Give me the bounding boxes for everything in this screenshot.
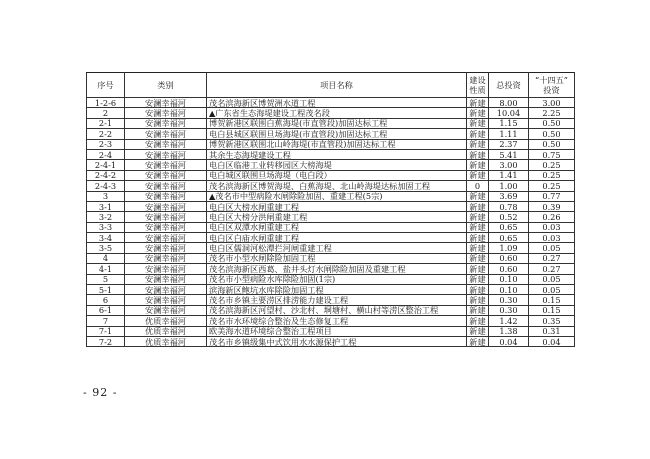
cell-total-investment: 0.30 bbox=[489, 305, 529, 315]
cell-category: 安澜幸福河 bbox=[125, 118, 207, 128]
cell-category: 安澜幸福河 bbox=[125, 222, 207, 232]
cell-total-investment: 0.04 bbox=[489, 336, 529, 346]
cell-total-investment: 0.10 bbox=[489, 274, 529, 284]
header-fyp-investment-line1: “十四五” bbox=[535, 75, 568, 85]
table-row bbox=[87, 326, 575, 336]
cell-number: 3-1 bbox=[87, 201, 125, 211]
cell-total-investment: 0.60 bbox=[489, 253, 529, 263]
cell-category: 安澜幸福河 bbox=[125, 243, 207, 253]
cell-total-investment: 0.65 bbox=[489, 222, 529, 232]
cell-fyp-investment: 0.04 bbox=[529, 336, 575, 346]
cell-fyp-investment: 3.00 bbox=[529, 98, 575, 108]
cell-number: 2-4-2 bbox=[87, 170, 125, 180]
header-fyp-investment bbox=[529, 73, 575, 98]
table-row bbox=[87, 212, 575, 222]
cell-total-investment: 3.69 bbox=[489, 191, 529, 201]
table-row bbox=[87, 139, 575, 149]
cell-fyp-investment: 0.50 bbox=[529, 139, 575, 149]
cell-category: 安澜幸福河 bbox=[125, 98, 207, 108]
cell-category: 安澜幸福河 bbox=[125, 295, 207, 305]
cell-project-name: 茂名滨海新区西葛、盐井头灯水闸除险加固及重建工程 bbox=[207, 264, 467, 274]
cell-total-investment: 1.38 bbox=[489, 326, 529, 336]
cell-category: 优质幸福河 bbox=[125, 316, 207, 326]
cell-number: 7-2 bbox=[87, 336, 125, 346]
header-fyp-investment-line2: 投资 bbox=[543, 85, 560, 95]
cell-construction-nature: 新建 bbox=[467, 285, 489, 295]
cell-number: 3-4 bbox=[87, 233, 125, 243]
cell-fyp-investment: 2.25 bbox=[529, 108, 575, 118]
cell-number: 2-4-3 bbox=[87, 181, 125, 191]
cell-category: 安澜幸福河 bbox=[125, 305, 207, 315]
cell-project-name: 茂名市水环境综合整治及生态修复工程 bbox=[207, 316, 467, 326]
cell-construction-nature: 新建 bbox=[467, 295, 489, 305]
cell-construction-nature: 0 bbox=[467, 181, 489, 191]
cell-construction-nature: 新建 bbox=[467, 233, 489, 243]
table-row bbox=[87, 118, 575, 128]
cell-category: 安澜幸福河 bbox=[125, 149, 207, 159]
header-construction-nature-line2: 性质 bbox=[469, 85, 486, 95]
cell-number: 3-2 bbox=[87, 212, 125, 222]
cell-project-name: ▲茂名市中型病险水闸除险加固、重建工程(5宗) bbox=[207, 191, 467, 201]
cell-fyp-investment: 0.35 bbox=[529, 316, 575, 326]
cell-construction-nature: 新建 bbox=[467, 191, 489, 201]
cell-project-name: 欧美海水道环境综合整治工程项目 bbox=[207, 326, 467, 336]
cell-number: 2-2 bbox=[87, 129, 125, 139]
table-row bbox=[87, 243, 575, 253]
cell-total-investment: 10.04 bbox=[489, 108, 529, 118]
cell-number: 5 bbox=[87, 274, 125, 284]
cell-number: 4 bbox=[87, 253, 125, 263]
cell-fyp-investment: 0.25 bbox=[529, 160, 575, 170]
cell-fyp-investment: 0.26 bbox=[529, 212, 575, 222]
cell-category: 优质幸福河 bbox=[125, 326, 207, 336]
cell-fyp-investment: 0.03 bbox=[529, 222, 575, 232]
cell-number: 7 bbox=[87, 316, 125, 326]
cell-total-investment: 0.60 bbox=[489, 264, 529, 274]
cell-project-name: 其余生态海堤建设工程 bbox=[207, 149, 467, 159]
cell-total-investment: 8.00 bbox=[489, 98, 529, 108]
cell-total-investment: 1.41 bbox=[489, 170, 529, 180]
cell-project-name: 博贺新港区联围北山岭海堤(市直管段)加固达标工程 bbox=[207, 139, 467, 149]
cell-category: 安澜幸福河 bbox=[125, 170, 207, 180]
cell-construction-nature: 新建 bbox=[467, 170, 489, 180]
cell-project-name: 电白区白庙水闸重建工程 bbox=[207, 233, 467, 243]
cell-number: 3 bbox=[87, 191, 125, 201]
cell-total-investment: 0.10 bbox=[489, 285, 529, 295]
cell-construction-nature: 新建 bbox=[467, 139, 489, 149]
cell-total-investment: 0.30 bbox=[489, 295, 529, 305]
cell-category: 安澜幸福河 bbox=[125, 191, 207, 201]
header-project-name: 项目名称 bbox=[207, 73, 467, 98]
table-row bbox=[87, 336, 575, 346]
cell-fyp-investment: 0.39 bbox=[529, 201, 575, 211]
cell-project-name: 电白区临港工业转移园区大榜海堤 bbox=[207, 160, 467, 170]
cell-project-name: 电白县城区联围旦场海堤(市直管段)加固达标工程 bbox=[207, 129, 467, 139]
cell-construction-nature: 新建 bbox=[467, 118, 489, 128]
cell-number: 2-3 bbox=[87, 139, 125, 149]
cell-number: 6-1 bbox=[87, 305, 125, 315]
cell-fyp-investment: 0.05 bbox=[529, 243, 575, 253]
cell-total-investment: 0.78 bbox=[489, 201, 529, 211]
cell-project-name: 博贺新港区联围白蕉海堤(市直管段)加固达标工程 bbox=[207, 118, 467, 128]
cell-fyp-investment: 0.25 bbox=[529, 181, 575, 191]
table-row bbox=[87, 181, 575, 191]
cell-category: 安澜幸福河 bbox=[125, 264, 207, 274]
cell-fyp-investment: 0.15 bbox=[529, 295, 575, 305]
cell-project-name: 电白区大榜水闸重建工程 bbox=[207, 201, 467, 211]
cell-total-investment: 1.09 bbox=[489, 243, 529, 253]
cell-fyp-investment: 0.05 bbox=[529, 274, 575, 284]
cell-project-name: 茂名市小型病险水库除险加固(1宗) bbox=[207, 274, 467, 284]
cell-fyp-investment: 0.77 bbox=[529, 191, 575, 201]
table-row bbox=[87, 98, 575, 108]
cell-project-name: ▲广东省生态海堤建设工程茂名段 bbox=[207, 108, 467, 118]
cell-category: 安澜幸福河 bbox=[125, 253, 207, 263]
table-row bbox=[87, 316, 575, 326]
cell-category: 安澜幸福河 bbox=[125, 201, 207, 211]
cell-fyp-investment: 0.50 bbox=[529, 118, 575, 128]
cell-fyp-investment: 0.25 bbox=[529, 170, 575, 180]
cell-construction-nature: 新建 bbox=[467, 305, 489, 315]
cell-category: 优质幸福河 bbox=[125, 336, 207, 346]
cell-category: 安澜幸福河 bbox=[125, 129, 207, 139]
cell-number: 2-4-1 bbox=[87, 160, 125, 170]
cell-total-investment: 1.42 bbox=[489, 316, 529, 326]
cell-construction-nature: 新建 bbox=[467, 201, 489, 211]
table-row bbox=[87, 108, 575, 118]
cell-number: 6 bbox=[87, 295, 125, 305]
table-body bbox=[87, 98, 575, 347]
cell-construction-nature: 新建 bbox=[467, 243, 489, 253]
table-row bbox=[87, 253, 575, 263]
header-total-investment: 总投资 bbox=[489, 73, 529, 98]
cell-project-name: 电白区儒洞河松潭拦河闸重建工程 bbox=[207, 243, 467, 253]
cell-project-name: 电白区双潭水闸重建工程 bbox=[207, 222, 467, 232]
cell-construction-nature: 新建 bbox=[467, 253, 489, 263]
table-row bbox=[87, 149, 575, 159]
cell-construction-nature: 新建 bbox=[467, 222, 489, 232]
cell-construction-nature: 新建 bbox=[467, 129, 489, 139]
cell-category: 安澜幸福河 bbox=[125, 285, 207, 295]
cell-project-name: 茂名市乡镇级集中式饮用水水源保护工程 bbox=[207, 336, 467, 346]
cell-fyp-investment: 0.03 bbox=[529, 233, 575, 243]
table-row bbox=[87, 233, 575, 243]
cell-category: 安澜幸福河 bbox=[125, 212, 207, 222]
cell-construction-nature: 新建 bbox=[467, 149, 489, 159]
cell-category: 安澜幸福河 bbox=[125, 233, 207, 243]
cell-number: 5-1 bbox=[87, 285, 125, 295]
cell-construction-nature: 新建 bbox=[467, 264, 489, 274]
cell-number: 2-4 bbox=[87, 149, 125, 159]
cell-category: 安澜幸福河 bbox=[125, 108, 207, 118]
table-row bbox=[87, 274, 575, 284]
cell-construction-nature: 新建 bbox=[467, 108, 489, 118]
cell-construction-nature: 新建 bbox=[467, 98, 489, 108]
table-row bbox=[87, 160, 575, 170]
cell-construction-nature: 新建 bbox=[467, 274, 489, 284]
table-row bbox=[87, 222, 575, 232]
cell-construction-nature: 新建 bbox=[467, 336, 489, 346]
cell-construction-nature: 新建 bbox=[467, 160, 489, 170]
header-construction-nature bbox=[467, 73, 489, 98]
cell-construction-nature: 新建 bbox=[467, 212, 489, 222]
cell-number: 3-5 bbox=[87, 243, 125, 253]
cell-project-name: 茂名市乡镇主要涝区排涝能力建设工程 bbox=[207, 295, 467, 305]
cell-total-investment: 1.15 bbox=[489, 118, 529, 128]
project-table bbox=[86, 72, 575, 347]
cell-category: 安澜幸福河 bbox=[125, 274, 207, 284]
table-row bbox=[87, 285, 575, 295]
cell-project-name: 茂名滨海新区博贺洲水道工程 bbox=[207, 98, 467, 108]
cell-project-name: 电白城区联围旦场海堤（电白段） bbox=[207, 170, 467, 180]
cell-number: 4-1 bbox=[87, 264, 125, 274]
cell-category: 安澜幸福河 bbox=[125, 181, 207, 191]
cell-project-name: 茂名滨海新区博贺海堤、白蕉海堤、北山岭海堤达标加固工程 bbox=[207, 181, 467, 191]
cell-number: 1-2-6 bbox=[87, 98, 125, 108]
cell-fyp-investment: 0.31 bbox=[529, 326, 575, 336]
table-row bbox=[87, 295, 575, 305]
cell-category: 安澜幸福河 bbox=[125, 160, 207, 170]
header-number: 序号 bbox=[87, 73, 125, 98]
table-row bbox=[87, 170, 575, 180]
cell-total-investment: 1.11 bbox=[489, 129, 529, 139]
table-header bbox=[87, 73, 575, 98]
cell-project-name: 茂名滨海新区河望村、沙北村、垌塘村、横山村等涝区整治工程 bbox=[207, 305, 467, 315]
cell-project-name: 滨海新区鲍坑水库除险加固工程 bbox=[207, 285, 467, 295]
header-construction-nature-line1: 建设 bbox=[469, 75, 486, 85]
table-row bbox=[87, 191, 575, 201]
cell-category: 安澜幸福河 bbox=[125, 139, 207, 149]
cell-construction-nature: 新建 bbox=[467, 316, 489, 326]
table-row bbox=[87, 305, 575, 315]
cell-fyp-investment: 0.50 bbox=[529, 129, 575, 139]
cell-total-investment: 0.65 bbox=[489, 233, 529, 243]
cell-total-investment: 3.00 bbox=[489, 160, 529, 170]
table-row bbox=[87, 129, 575, 139]
cell-project-name: 茂名市小型水闸除险加固工程 bbox=[207, 253, 467, 263]
page-number: - 92 - bbox=[83, 386, 118, 399]
cell-number: 3-3 bbox=[87, 222, 125, 232]
cell-construction-nature: 新建 bbox=[467, 326, 489, 336]
cell-fyp-investment: 0.27 bbox=[529, 253, 575, 263]
cell-number: 2-1 bbox=[87, 118, 125, 128]
cell-number: 2 bbox=[87, 108, 125, 118]
table-row bbox=[87, 201, 575, 211]
cell-total-investment: 5.41 bbox=[489, 149, 529, 159]
cell-number: 7-1 bbox=[87, 326, 125, 336]
cell-project-name: 电白区大榜分洪闸重建工程 bbox=[207, 212, 467, 222]
cell-total-investment: 2.37 bbox=[489, 139, 529, 149]
table-row bbox=[87, 264, 575, 274]
cell-total-investment: 0.52 bbox=[489, 212, 529, 222]
cell-fyp-investment: 0.27 bbox=[529, 264, 575, 274]
cell-fyp-investment: 0.75 bbox=[529, 149, 575, 159]
cell-fyp-investment: 0.15 bbox=[529, 305, 575, 315]
cell-fyp-investment: 0.05 bbox=[529, 285, 575, 295]
cell-total-investment: 1.00 bbox=[489, 181, 529, 191]
header-category: 类别 bbox=[125, 73, 207, 98]
